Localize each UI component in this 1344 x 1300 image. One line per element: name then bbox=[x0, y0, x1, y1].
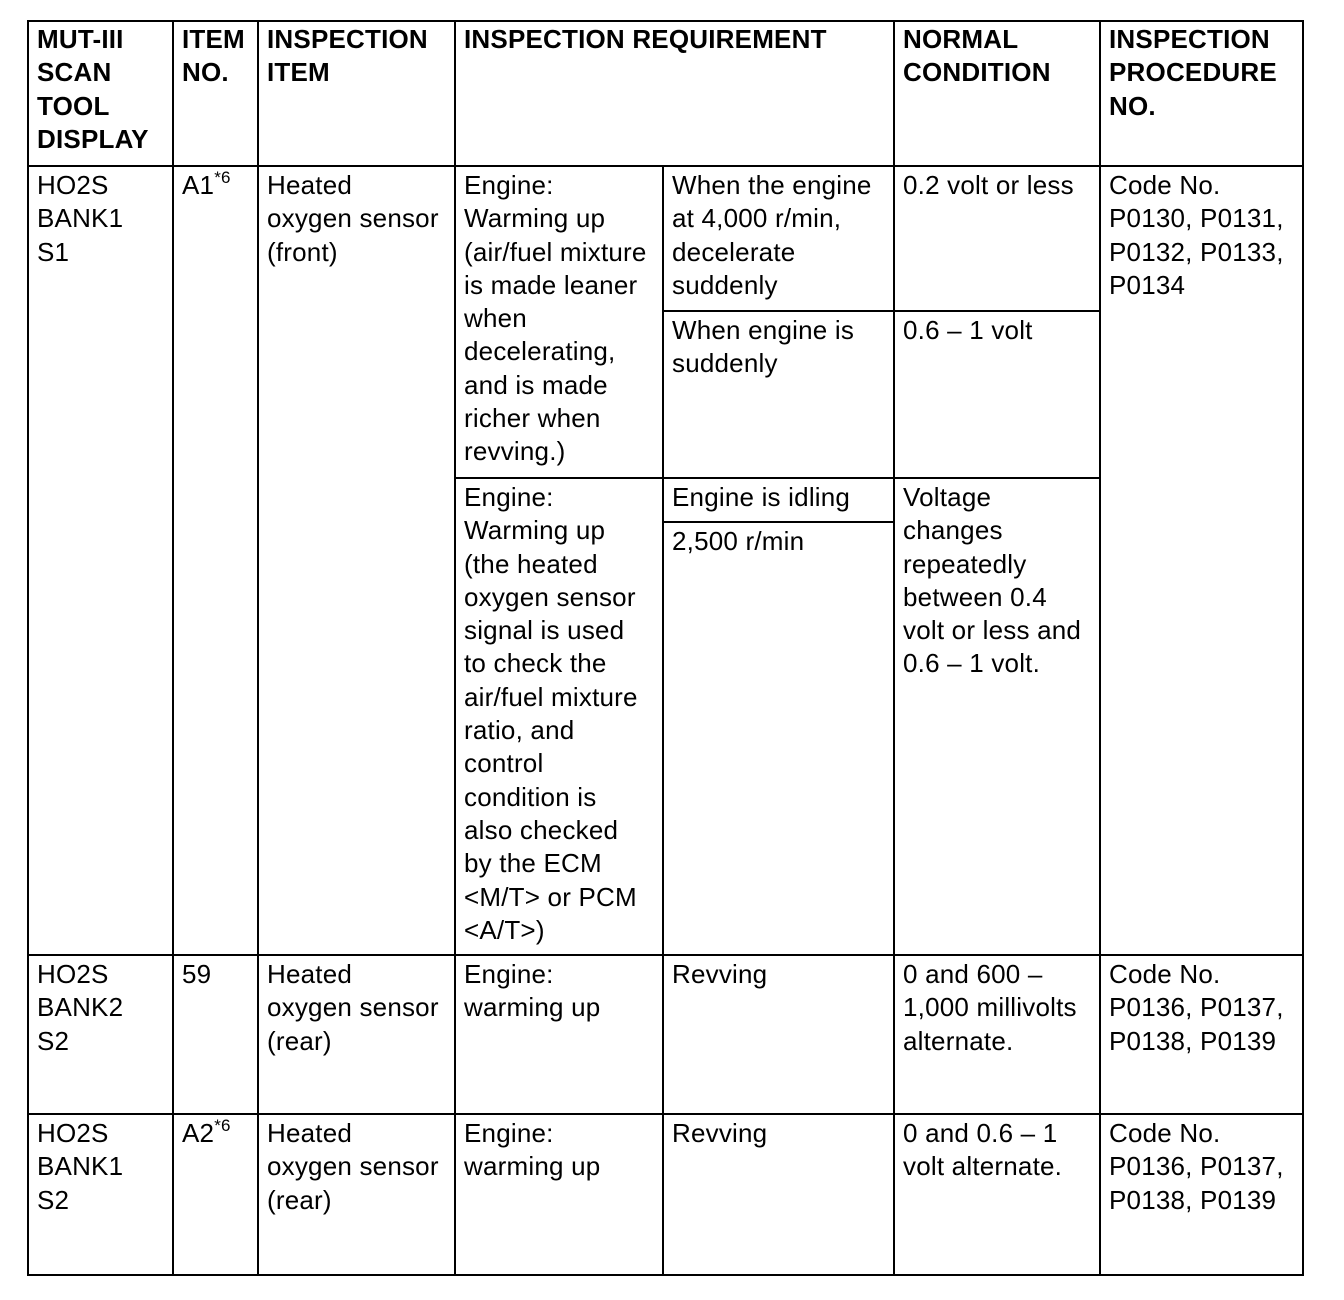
text-line: ratio, and bbox=[464, 715, 575, 746]
text-line: ITEM bbox=[182, 24, 245, 54]
text-line: Engine is idling bbox=[672, 482, 851, 512]
text-line: P0136, P0137, bbox=[1109, 992, 1284, 1023]
text-line: When engine is bbox=[672, 315, 855, 345]
text-line: 0.6 – 1 volt bbox=[903, 315, 1033, 345]
text-line: 1,000 millivolts bbox=[903, 992, 1077, 1023]
text-line: oxygen sensor bbox=[464, 581, 636, 612]
text-line: 0 and 600 – bbox=[903, 959, 1043, 989]
text-line: 0 and 0.6 – 1 bbox=[903, 1118, 1058, 1148]
text-line: When the engine bbox=[672, 170, 872, 200]
text-line: HO2S bbox=[37, 1118, 109, 1148]
requirement-cell bbox=[663, 1114, 894, 1275]
procedure-no-cell bbox=[1100, 955, 1303, 1114]
text-line: Engine: bbox=[464, 482, 554, 512]
text-line: INSPECTION bbox=[267, 24, 428, 54]
condition-cell bbox=[455, 955, 663, 1114]
text-line: suddenly bbox=[672, 269, 778, 300]
normal-condition-cell bbox=[894, 478, 1100, 955]
text-line: BANK1 bbox=[37, 203, 124, 234]
item-no-value: 59 bbox=[182, 959, 212, 989]
text-line: TOOL bbox=[37, 90, 110, 121]
text-line: HO2S bbox=[37, 170, 109, 200]
text-line: P0136, P0137, bbox=[1109, 1151, 1284, 1182]
condition-cell bbox=[455, 166, 663, 478]
table-row-ho2s-bank1-s1 bbox=[28, 166, 1303, 311]
text-line: Revving bbox=[672, 959, 768, 989]
text-line: at 4,000 r/min, bbox=[672, 203, 842, 234]
text-line: Engine: bbox=[464, 959, 554, 989]
requirement-cell bbox=[663, 311, 894, 478]
text-line: decelerate bbox=[672, 236, 796, 267]
requirement-cell bbox=[663, 955, 894, 1114]
text-line: volt or less and bbox=[903, 615, 1082, 646]
item-no-footnote: *6 bbox=[214, 168, 231, 187]
text-line: Heated bbox=[267, 959, 353, 989]
header-procedure-no bbox=[1100, 21, 1303, 166]
text-line: oxygen sensor bbox=[267, 1151, 439, 1182]
text-line: NO. bbox=[182, 57, 229, 88]
header-inspection-item bbox=[258, 21, 455, 166]
text-line: S2 bbox=[37, 1184, 70, 1215]
item-no-footnote: *6 bbox=[214, 1116, 231, 1135]
text-line: NORMAL bbox=[903, 24, 1019, 54]
text-line: P0134 bbox=[1109, 269, 1186, 300]
text-line: PROCEDURE bbox=[1109, 57, 1277, 88]
text-line: Warming up bbox=[464, 203, 606, 234]
text-line: oxygen sensor bbox=[267, 203, 439, 234]
inspection-table bbox=[27, 20, 1304, 1276]
text-line: and is made bbox=[464, 369, 608, 400]
text-line: S2 bbox=[37, 1025, 70, 1056]
text-line: BANK1 bbox=[37, 1151, 124, 1182]
requirement-cell bbox=[663, 522, 894, 955]
table-row-ho2s-bank1-s2 bbox=[28, 1114, 1303, 1275]
text-line: SCAN bbox=[37, 57, 112, 88]
normal-condition-cell bbox=[894, 1114, 1100, 1275]
item-no-value: A2 bbox=[182, 1118, 215, 1148]
inspection-item-cell bbox=[258, 955, 455, 1114]
text-line: oxygen sensor bbox=[267, 992, 439, 1023]
text-line: 0.6 – 1 volt. bbox=[903, 648, 1041, 679]
header-normal-condition bbox=[894, 21, 1100, 166]
normal-condition-cell bbox=[894, 955, 1100, 1114]
text-line: <A/T>) bbox=[464, 914, 545, 945]
text-line: condition is bbox=[464, 781, 597, 812]
inspection-item-cell bbox=[258, 1114, 455, 1275]
text-line: CONDITION bbox=[903, 57, 1051, 88]
text-line: (rear) bbox=[267, 1184, 332, 1215]
text-line: decelerating, bbox=[464, 336, 616, 367]
item-no-cell bbox=[173, 1114, 258, 1275]
text-line: DISPLAY bbox=[37, 123, 149, 154]
text-line: MUT-III bbox=[37, 24, 124, 54]
requirement-cell bbox=[663, 478, 894, 522]
text-line: between 0.4 bbox=[903, 581, 1047, 612]
text-line: <M/T> or PCM bbox=[464, 881, 637, 912]
text-line: alternate. bbox=[903, 1025, 1014, 1056]
text-line: Voltage bbox=[903, 482, 992, 512]
procedure-no-cell bbox=[1100, 166, 1303, 955]
condition-cell bbox=[455, 1114, 663, 1275]
text-line: warming up bbox=[464, 1151, 601, 1182]
text-line: P0138, P0139 bbox=[1109, 1184, 1277, 1215]
text-line: ITEM bbox=[267, 57, 330, 88]
text-line: (air/fuel mixture bbox=[464, 236, 647, 267]
header-scan-tool-display bbox=[28, 21, 173, 166]
scan-tool-display-cell bbox=[28, 1114, 173, 1275]
text-line: Warming up bbox=[464, 515, 606, 546]
text-line: also checked bbox=[464, 814, 619, 845]
text-line: Heated bbox=[267, 1118, 353, 1148]
text-line: suddenly bbox=[672, 348, 778, 379]
text-line: HO2S bbox=[37, 959, 109, 989]
text-line: Revving bbox=[672, 1118, 768, 1148]
text-line: revving.) bbox=[464, 436, 566, 467]
text-line: INSPECTION REQUIREMENT bbox=[464, 24, 827, 54]
normal-condition-cell bbox=[894, 166, 1100, 311]
header-item-no bbox=[173, 21, 258, 166]
inspection-item-cell bbox=[258, 166, 455, 955]
text-line: P0130, P0131, bbox=[1109, 203, 1284, 234]
text-line: Engine: bbox=[464, 1118, 554, 1148]
header-row bbox=[28, 21, 1303, 166]
text-line: repeatedly bbox=[903, 548, 1027, 579]
text-line: volt alternate. bbox=[903, 1151, 1063, 1182]
text-line: signal is used bbox=[464, 615, 625, 646]
scan-tool-display-cell bbox=[28, 166, 173, 955]
text-line: by the ECM bbox=[464, 848, 602, 879]
text-line: richer when bbox=[464, 403, 601, 434]
procedure-no-cell bbox=[1100, 1114, 1303, 1275]
normal-condition-cell bbox=[894, 311, 1100, 478]
item-no-value: A1 bbox=[182, 170, 215, 200]
table-row-ho2s-bank2-s2 bbox=[28, 955, 1303, 1114]
text-line: NO. bbox=[1109, 90, 1156, 121]
condition-cell bbox=[455, 478, 663, 955]
text-line: Engine: bbox=[464, 170, 554, 200]
text-line: 2,500 r/min bbox=[672, 526, 805, 556]
text-line: changes bbox=[903, 515, 1003, 546]
text-line: INSPECTION bbox=[1109, 24, 1270, 54]
text-line: Code No. bbox=[1109, 1118, 1221, 1148]
text-line: (front) bbox=[267, 236, 338, 267]
requirement-cell bbox=[663, 166, 894, 311]
text-line: BANK2 bbox=[37, 992, 124, 1023]
text-line: P0132, P0133, bbox=[1109, 236, 1284, 267]
text-line: to check the bbox=[464, 648, 607, 679]
text-line: when bbox=[464, 303, 527, 334]
text-line: air/fuel mixture bbox=[464, 681, 638, 712]
text-line: Heated bbox=[267, 170, 353, 200]
scan-tool-display-cell bbox=[28, 955, 173, 1114]
text-line: is made leaner bbox=[464, 269, 638, 300]
item-no-cell bbox=[173, 955, 258, 1114]
header-inspection-requirement bbox=[455, 21, 894, 166]
item-no-cell bbox=[173, 166, 258, 955]
text-line: S1 bbox=[37, 236, 70, 267]
text-line: warming up bbox=[464, 992, 601, 1023]
text-line: control bbox=[464, 748, 544, 779]
text-line: Code No. bbox=[1109, 959, 1221, 989]
text-line: (rear) bbox=[267, 1025, 332, 1056]
text-line: (the heated bbox=[464, 548, 598, 579]
text-line: P0138, P0139 bbox=[1109, 1025, 1277, 1056]
text-line: 0.2 volt or less bbox=[903, 170, 1074, 200]
text-line: Code No. bbox=[1109, 170, 1221, 200]
